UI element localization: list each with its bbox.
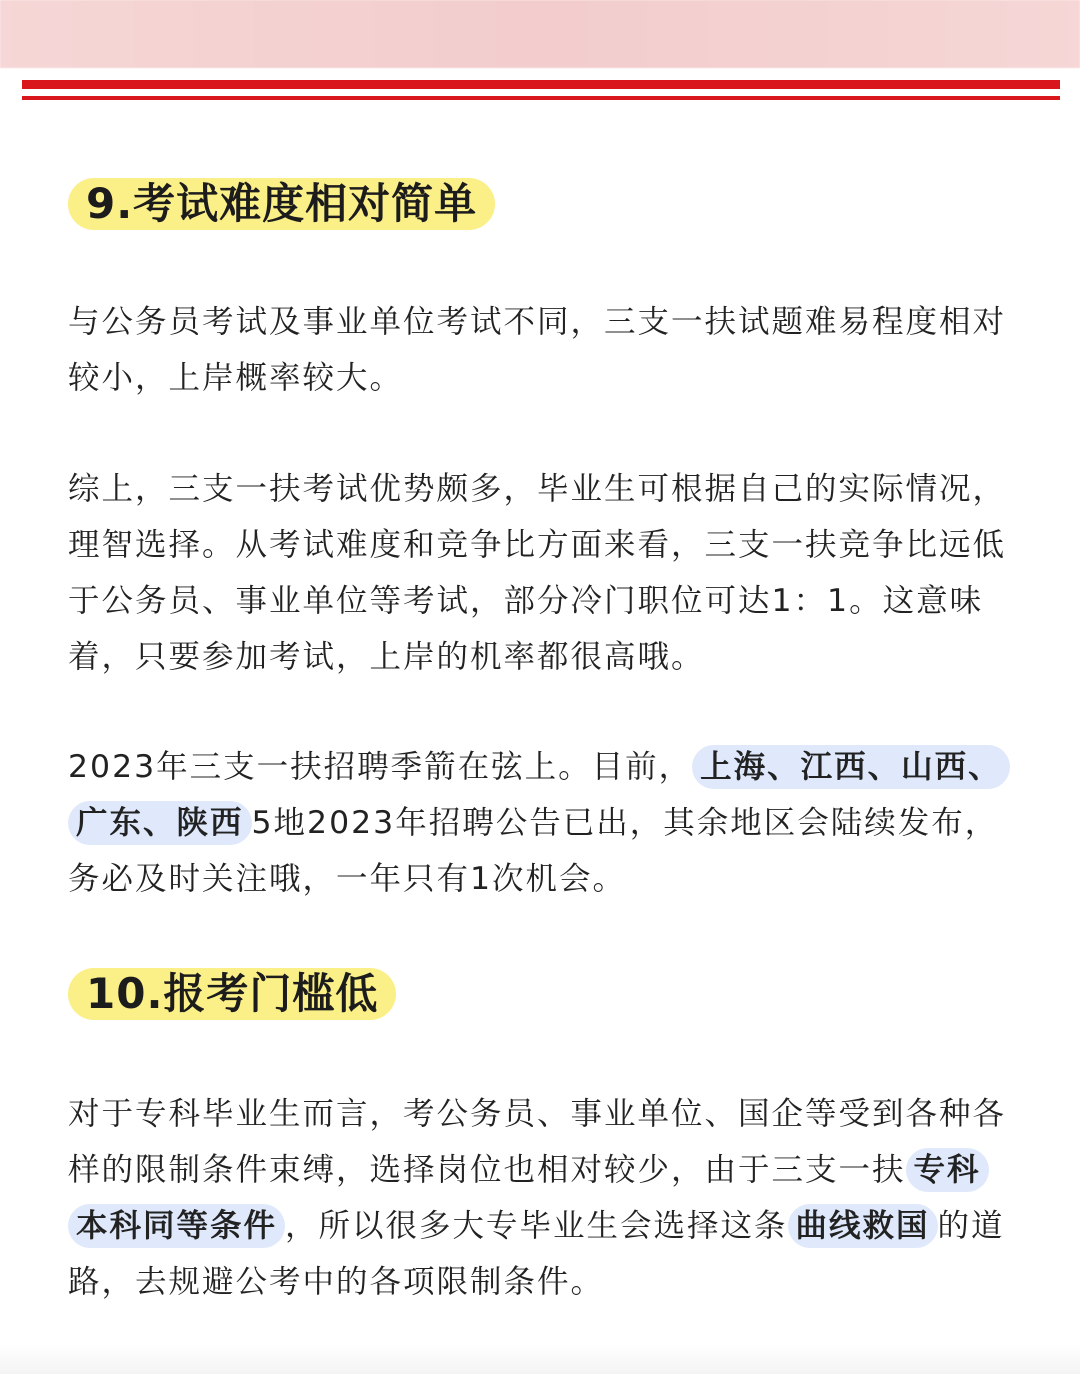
- same-conditions-highlight: 专科本科同等条件: [68, 1148, 989, 1248]
- section-9-heading: 9.考试难度相对简单: [68, 178, 495, 230]
- section-10-paragraph: [68, 1086, 1014, 1310]
- section-9-paragraph-2: 综上，三支一扶考试优势颇多，毕业生可根据自己的实际情况，理智选择。从考试难度和竞争比方面来看，三支一扶竞争比远低于公务员、事业单位等考试，部分冷门职位可达1：1。这意味着，只要参加考试，上岸的机率都很高哦。: [68, 471, 1007, 675]
- paragraph-3-text-before: 2023年三支一扶招聘季箭在弦上。目前，: [68, 749, 693, 785]
- red-divider-thin: [22, 96, 1060, 100]
- section-10-text-part-1: 对于专科毕业生而言，考公务员、事业单位、国企等受到各种各样的限制条件束缚，选择岗位也相对较少，由于三支一扶: [68, 1096, 1007, 1188]
- section-10-text-part-2: ，所以很多大专毕业生会选择这条: [285, 1208, 788, 1244]
- section-9-paragraph-1: 与公务员考试及事业单位考试不同，三支一扶试题难易程度相对较小，上岸概率较大。: [68, 304, 1007, 396]
- section-10-text-part-3: 的道路，去规避公考中的各项限制条件。: [68, 1208, 1005, 1300]
- regions-highlight: 上海、江西、山西、广东、陕西: [68, 745, 1010, 845]
- bottom-fade: [0, 1344, 1080, 1374]
- paragraph-3-text-after: 5地2023年招聘公告已出，其余地区会陆续发布，务必及时关注哦，一年只有1次机会。: [68, 805, 999, 897]
- red-divider-thick: [22, 80, 1060, 89]
- top-header-band: [0, 0, 1080, 68]
- detour-highlight: 曲线救国: [788, 1204, 938, 1248]
- section-10-heading: 10.报考门槛低: [68, 968, 396, 1020]
- section-9-paragraph-3: [68, 739, 1014, 907]
